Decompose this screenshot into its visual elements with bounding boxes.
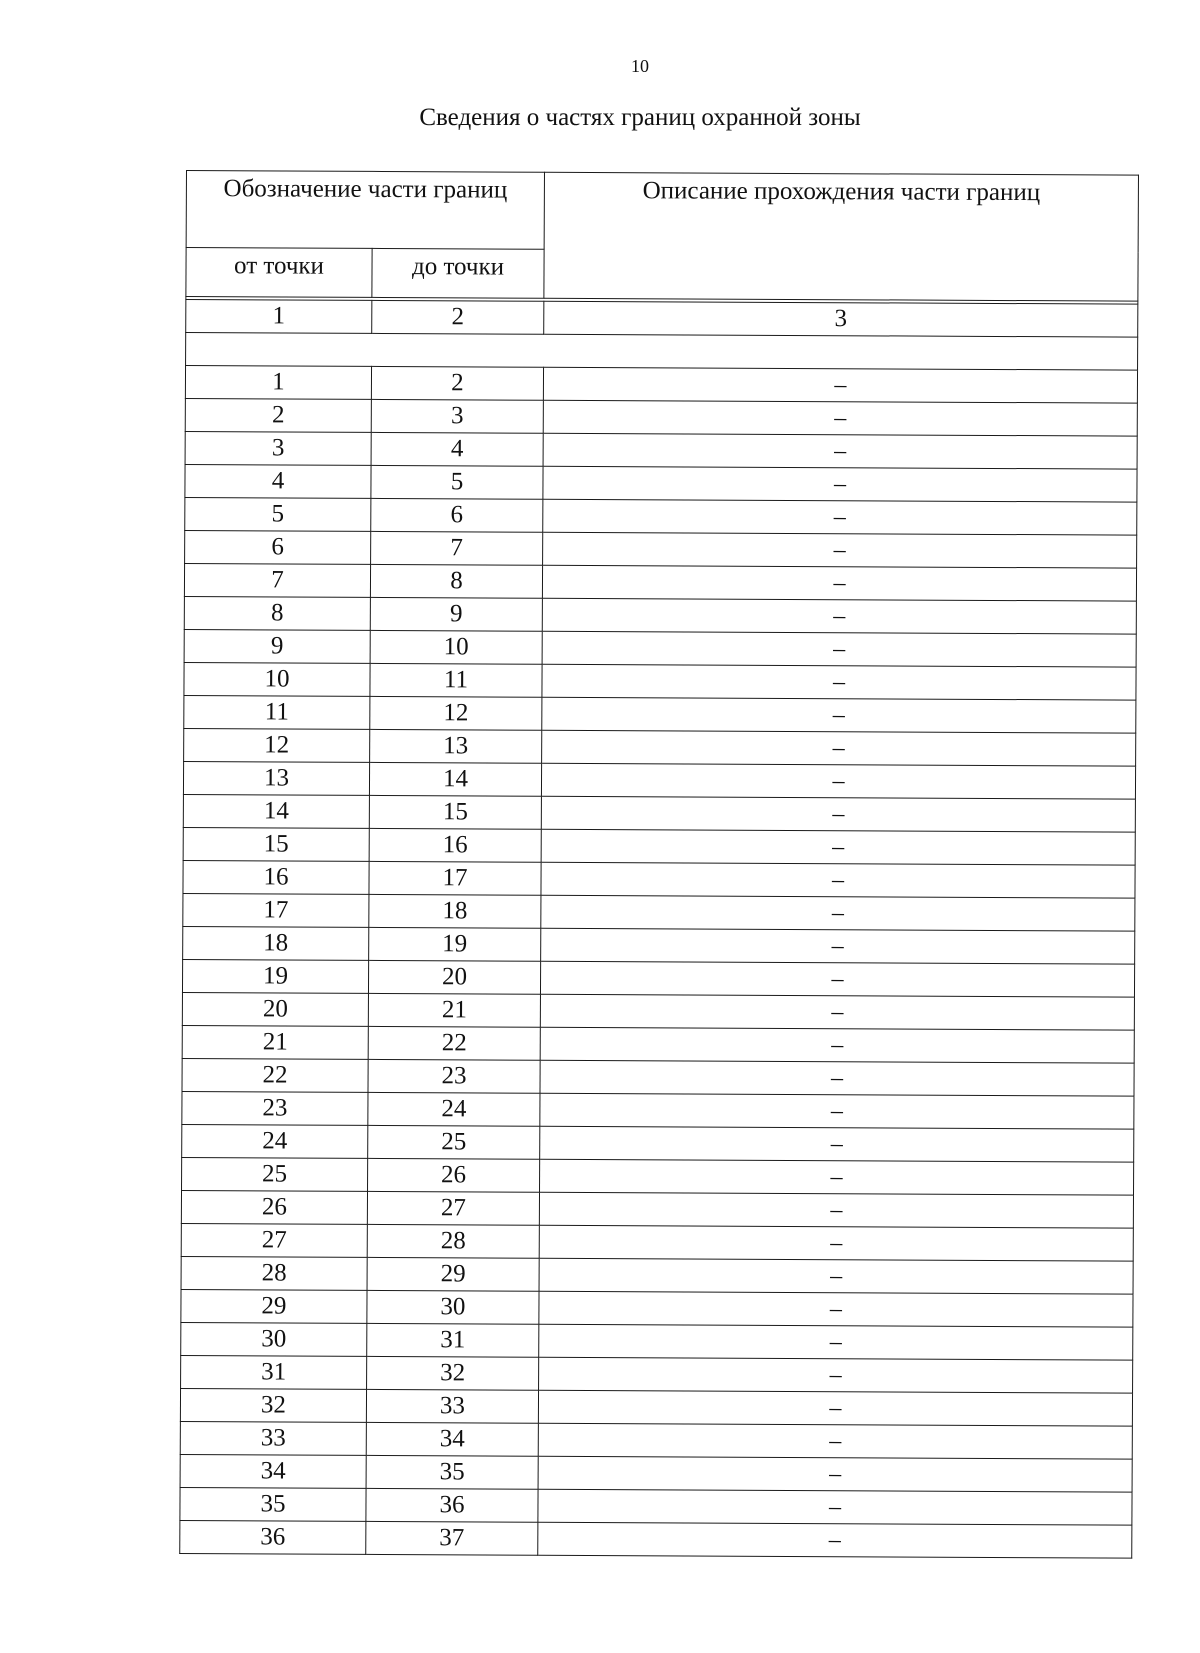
table-row	[182, 959, 1134, 997]
table-row	[184, 662, 1136, 700]
table-row	[185, 497, 1137, 535]
description-cell: –	[542, 631, 1136, 667]
description-cell: –	[543, 466, 1137, 502]
table-row	[183, 794, 1135, 832]
to-point-cell: 9	[370, 597, 542, 631]
description-cell: –	[540, 961, 1134, 997]
description-cell: –	[538, 1456, 1132, 1492]
to-point-cell: 30	[367, 1290, 539, 1324]
from-point-cell: 21	[182, 1025, 368, 1059]
table-row	[182, 1058, 1134, 1096]
from-point-cell: 36	[180, 1520, 366, 1554]
from-point-cell: 10	[184, 662, 370, 696]
description-cell: –	[541, 895, 1135, 931]
from-point-cell: 32	[180, 1388, 366, 1422]
to-point-cell: 6	[371, 498, 543, 532]
to-point-cell: 17	[369, 861, 541, 895]
column-number-row	[186, 300, 1138, 338]
header-description: Описание прохождения части границ	[544, 172, 1139, 301]
from-point-cell: 17	[183, 893, 369, 927]
from-point-cell: 6	[185, 530, 371, 564]
description-cell: –	[541, 763, 1135, 799]
from-point-cell: 14	[183, 794, 369, 828]
table-body	[180, 171, 1139, 1559]
description-cell: –	[540, 1126, 1134, 1162]
description-cell: –	[541, 796, 1135, 832]
description-cell: –	[541, 862, 1135, 898]
table-row	[184, 563, 1136, 601]
to-point-cell: 27	[367, 1191, 539, 1225]
to-point-cell: 16	[369, 828, 541, 862]
description-cell: –	[538, 1390, 1132, 1426]
table-row	[184, 728, 1136, 766]
from-point-cell: 34	[180, 1454, 366, 1488]
description-cell: –	[542, 730, 1136, 766]
page-title: Сведения о частях границ охранной зоны	[419, 104, 861, 131]
to-point-cell: 4	[371, 432, 543, 466]
table-header-row	[186, 171, 1138, 253]
from-point-cell: 5	[185, 497, 371, 531]
to-point-cell: 33	[366, 1389, 538, 1423]
from-point-cell: 28	[181, 1256, 367, 1290]
description-cell: –	[539, 1291, 1133, 1327]
table-row	[183, 827, 1135, 865]
table-row	[181, 1256, 1133, 1294]
description-cell: –	[541, 829, 1135, 865]
to-point-cell: 24	[368, 1092, 540, 1126]
from-point-cell: 12	[184, 728, 370, 762]
to-point-cell: 11	[370, 663, 542, 697]
to-point-cell: 31	[367, 1323, 539, 1357]
table-row	[180, 1388, 1132, 1426]
from-point-cell: 25	[182, 1157, 368, 1191]
description-cell: –	[539, 1258, 1133, 1294]
to-point-cell: 15	[369, 795, 541, 829]
to-point-cell: 34	[366, 1422, 538, 1456]
table-row	[180, 1487, 1132, 1525]
table-row	[185, 530, 1137, 568]
description-cell: –	[543, 532, 1137, 568]
table-row	[183, 926, 1135, 964]
to-point-cell: 21	[368, 993, 540, 1027]
description-cell: –	[541, 928, 1135, 964]
table-row	[181, 1289, 1133, 1327]
description-cell: –	[539, 1225, 1133, 1261]
to-point-cell: 28	[367, 1224, 539, 1258]
to-point-cell: 14	[369, 762, 541, 796]
table-row	[182, 1124, 1134, 1162]
table-row	[180, 1520, 1132, 1558]
to-point-cell: 20	[368, 960, 540, 994]
table-row	[183, 761, 1135, 799]
description-cell: –	[539, 1192, 1133, 1228]
table-row	[183, 860, 1135, 898]
table-row	[180, 1421, 1132, 1459]
table-row	[182, 1157, 1134, 1195]
from-point-cell: 24	[182, 1124, 368, 1158]
description-cell: –	[543, 367, 1137, 403]
to-point-cell: 23	[368, 1059, 540, 1093]
from-point-cell: 3	[185, 431, 371, 465]
description-cell: –	[540, 1027, 1134, 1063]
from-point-cell: 30	[181, 1322, 367, 1356]
from-point-cell: 7	[184, 563, 370, 597]
from-point-cell: 31	[181, 1355, 367, 1389]
description-cell: –	[543, 400, 1137, 436]
to-point-cell: 19	[369, 927, 541, 961]
table-row	[183, 893, 1135, 931]
from-point-cell: 1	[185, 366, 371, 400]
to-point-cell: 22	[368, 1026, 540, 1060]
table-row	[182, 1091, 1134, 1129]
to-point-cell: 13	[370, 729, 542, 763]
to-point-cell: 18	[369, 894, 541, 928]
from-point-cell: 19	[182, 959, 368, 993]
column-number-1: 1	[186, 300, 372, 334]
to-point-cell: 12	[370, 696, 542, 730]
description-cell: –	[542, 697, 1136, 733]
to-point-cell: 32	[367, 1356, 539, 1390]
table-row	[185, 464, 1137, 502]
to-point-cell: 29	[367, 1257, 539, 1291]
header-to-point: до точки	[372, 248, 544, 298]
table-row	[180, 1454, 1132, 1492]
description-cell: –	[539, 1324, 1133, 1360]
table-row	[185, 431, 1137, 469]
to-point-cell: 35	[366, 1455, 538, 1489]
description-cell: –	[542, 598, 1136, 634]
column-number-3: 3	[544, 301, 1138, 337]
from-point-cell: 4	[185, 464, 371, 498]
from-point-cell: 8	[184, 596, 370, 630]
to-point-cell: 3	[371, 399, 543, 433]
from-point-cell: 9	[184, 629, 370, 663]
from-point-cell: 29	[181, 1289, 367, 1323]
header-from-point: от точки	[186, 248, 372, 298]
from-point-cell: 35	[180, 1487, 366, 1521]
description-cell: –	[540, 994, 1134, 1030]
table-row	[182, 992, 1134, 1030]
from-point-cell: 33	[180, 1421, 366, 1455]
to-point-cell: 25	[368, 1125, 540, 1159]
from-point-cell: 23	[182, 1091, 368, 1125]
from-point-cell: 16	[183, 860, 369, 894]
from-point-cell: 27	[181, 1223, 367, 1257]
to-point-cell: 26	[368, 1158, 540, 1192]
table-row	[181, 1322, 1133, 1360]
table-row	[184, 596, 1136, 634]
table-row	[182, 1025, 1134, 1063]
description-cell: –	[539, 1357, 1133, 1393]
description-cell: –	[542, 664, 1136, 700]
table-row	[185, 398, 1137, 436]
blank-row	[186, 333, 1138, 371]
description-cell: –	[542, 565, 1136, 601]
table-row	[181, 1190, 1133, 1228]
page-number: 10	[631, 56, 649, 76]
description-cell: –	[540, 1093, 1134, 1129]
table-row	[181, 1223, 1133, 1261]
from-point-cell: 26	[181, 1190, 367, 1224]
table-row	[185, 366, 1137, 404]
to-point-cell: 2	[371, 366, 543, 400]
from-point-cell: 22	[182, 1058, 368, 1092]
description-cell: –	[543, 499, 1137, 535]
to-point-cell: 37	[366, 1521, 538, 1555]
from-point-cell: 13	[183, 761, 369, 795]
column-number-2: 2	[372, 300, 544, 334]
description-cell: –	[538, 1489, 1132, 1525]
from-point-cell: 15	[183, 827, 369, 861]
boundary-parts-table	[179, 170, 1139, 1559]
description-cell: –	[540, 1060, 1134, 1096]
description-cell: –	[538, 1522, 1132, 1558]
from-point-cell: 20	[182, 992, 368, 1026]
to-point-cell: 10	[370, 630, 542, 664]
to-point-cell: 8	[370, 564, 542, 598]
table-row	[184, 695, 1136, 733]
blank-cell	[186, 333, 1138, 371]
description-cell: –	[543, 433, 1137, 469]
description-cell: –	[540, 1159, 1134, 1195]
table-row	[181, 1355, 1133, 1393]
from-point-cell: 2	[185, 398, 371, 432]
to-point-cell: 5	[371, 465, 543, 499]
header-designation: Обозначение части границ	[186, 171, 544, 250]
table-row	[184, 629, 1136, 667]
from-point-cell: 18	[183, 926, 369, 960]
from-point-cell: 11	[184, 695, 370, 729]
description-cell: –	[538, 1423, 1132, 1459]
to-point-cell: 36	[366, 1488, 538, 1522]
to-point-cell: 7	[371, 531, 543, 565]
